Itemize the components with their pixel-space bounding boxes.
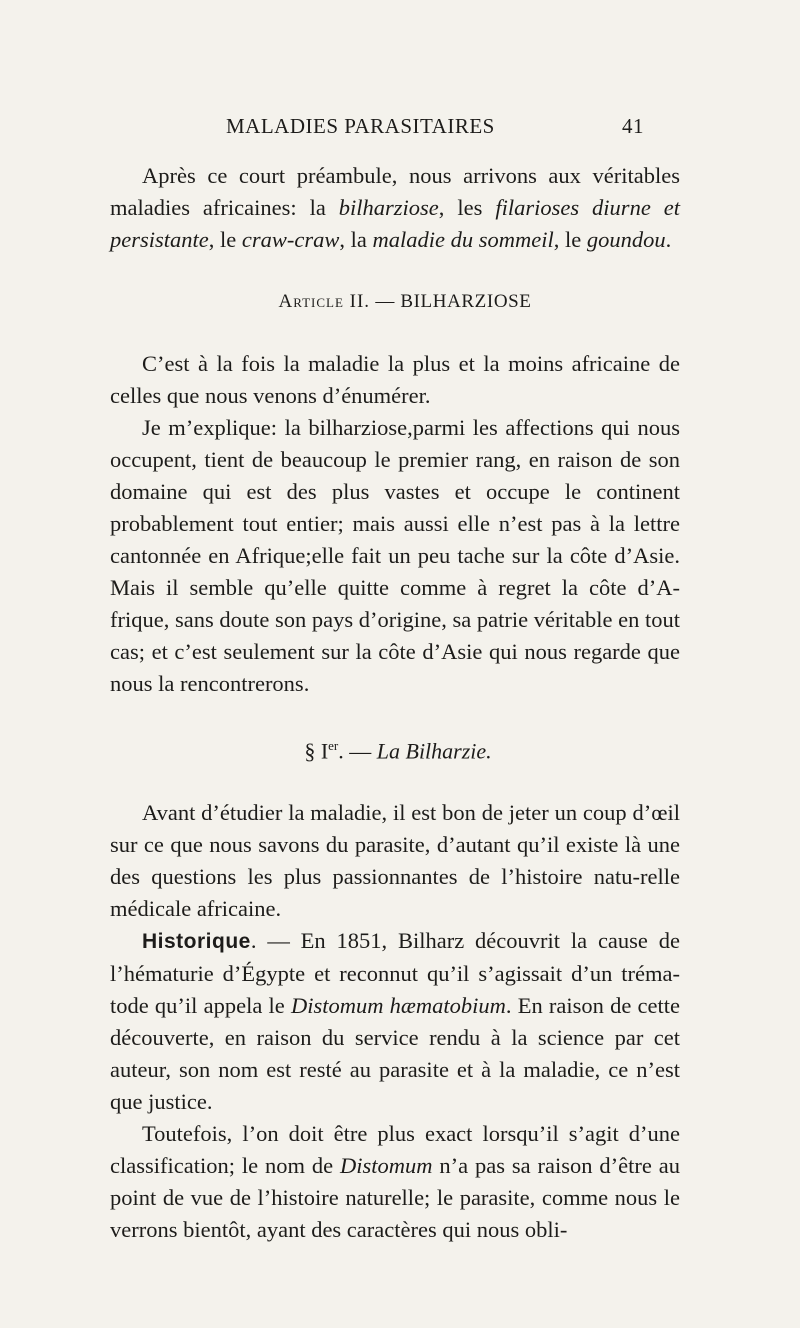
text-run: Après ce court préambule, nous arrivons aux véritables maladies africaines: la [110, 163, 680, 220]
running-title: MALADIES PARASITAIRES [226, 114, 495, 138]
paragraph-historique [110, 925, 680, 1118]
historique-label: Historique [142, 930, 251, 954]
text-run: n’a pas sa raison d’être au point de vue de l’histoire naturelle; le parasite, comme nous le verrons bientôt, ayant des caractères qui nous obli- [110, 1153, 680, 1243]
text-run: . — En 1851, Bilharz découvrit la cause de l’hématurie d’Égypte et reconnut qu’il s’agissait d’un tréma-tode qu’il appela le [110, 928, 680, 1019]
term-goundou: goundou [586, 227, 666, 252]
running-head [178, 114, 644, 146]
paragraph-parasite: Avant d’étudier la maladie, il est bon de jeter un coup d’œil sur ce que nous savons du parasite, d’autant qu’il existe là une des questions les plus passionnantes de l’histoire natu-relle médicale africaine. [110, 800, 680, 922]
section-number: § I [304, 738, 329, 764]
page-body [110, 160, 680, 1246]
paragraph-explanation: Je m’explique: la bilharziose,parmi les affections qui nous occupent, tient de beaucoup le premier rang, en raison de son domaine qui est des plus vastes et occupe le continent probablement tout entier; mais aussi elle n’est pas à la lettre cantonnée en Afrique;elle fait un peu tache sur la côte d’Asie. Mais il semble qu’elle quitte comme à regret la côte d’A-frique, sans doute son pays d’origine, sa patrie véritable en tout cas; et c’est seulement sur la côte d’Asie qui nous regarde que nous la rencontrerons. [110, 415, 680, 696]
text-run: . [665, 227, 672, 252]
section-title: La Bilharzie. [376, 738, 492, 764]
term-filarioses: filarioses diurne et persistante [110, 195, 681, 252]
term-craw-craw: craw-craw [241, 227, 340, 252]
section-dash: . — [338, 738, 377, 764]
text-run: Toutefois, l’on doit être plus exact lorsqu’il s’agit d’une classification; le nom de [110, 1121, 680, 1179]
section-heading [116, 730, 680, 767]
section-superscript: er [328, 738, 339, 753]
text-run: . En raison de cette découverte, en raison du service rendu à la science par cet auteur, son nom est resté au parasite et à la maladie, ce n’est que justice. [110, 993, 680, 1115]
paragraph-definition: C’est à la fois la maladie la plus et la moins africaine de celles que nous venons d’énumérer. [110, 351, 680, 408]
paragraph-classification [110, 1118, 680, 1246]
text-run: , le [553, 227, 587, 252]
term-distomum-haematobium: Distomum hæmatobium [290, 993, 506, 1019]
text-run: , les [438, 195, 496, 220]
article-label: Article II. [278, 291, 371, 312]
intro-paragraph [110, 160, 680, 256]
text-run: , la [339, 227, 373, 252]
term-bilharziose: bilharziose [338, 195, 439, 220]
text-run: , le [208, 227, 242, 252]
page-number: 41 [622, 114, 644, 138]
article-heading [130, 286, 680, 318]
term-maladie-du-sommeil: maladie du sommeil [372, 227, 554, 252]
term-distomum: Distomum [340, 1153, 433, 1179]
article-title: — BILHARZIOSE [370, 291, 532, 312]
